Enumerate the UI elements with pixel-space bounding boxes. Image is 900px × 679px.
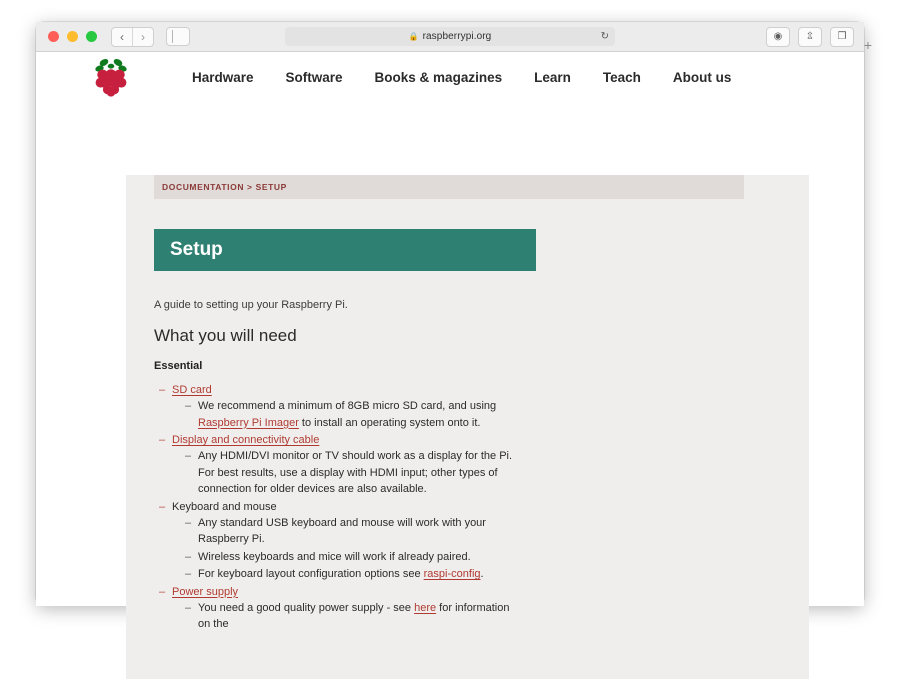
- essential-items-list: [126, 384, 809, 633]
- nav-item-about-us[interactable]: About us: [672, 69, 732, 85]
- item-details-list: [172, 515, 809, 583]
- browser-window: [36, 22, 872, 630]
- detail-item: [185, 448, 513, 498]
- maximize-window-button[interactable]: [86, 31, 97, 42]
- navigation-buttons: [111, 27, 154, 47]
- new-tab-icon[interactable]: +: [863, 36, 872, 53]
- window-controls: [48, 31, 97, 42]
- item-label: Keyboard and mouse: [172, 500, 277, 513]
- close-window-button[interactable]: [48, 31, 59, 42]
- address-bar[interactable]: [285, 27, 615, 46]
- list-bullet-icon: –: [185, 568, 192, 580]
- subsection-heading-essential: Essential: [154, 360, 203, 372]
- breadcrumb: [154, 175, 744, 199]
- page-title: Setup: [170, 239, 223, 260]
- list-item: [159, 585, 809, 633]
- section-heading-what-you-will-need: What you will need: [154, 326, 297, 345]
- intro-paragraph: A guide to setting up your Raspberry Pi.: [154, 299, 348, 311]
- detail-text: for information on the: [198, 601, 510, 630]
- main-navigation: [192, 70, 731, 85]
- nav-item-learn[interactable]: Learn: [534, 69, 571, 85]
- url-text: raspberrypi.org: [422, 31, 492, 42]
- nav-item-hardware[interactable]: Hardware: [192, 69, 254, 85]
- tab-overview-icon[interactable]: ❐: [830, 27, 854, 47]
- item-label[interactable]: Display and connectivity cable: [172, 434, 320, 446]
- list-bullet-icon: –: [185, 400, 192, 412]
- share-icon[interactable]: ⇫: [798, 27, 822, 47]
- list-item: [159, 434, 809, 498]
- content-area: [126, 175, 809, 679]
- list-bullet-icon: –: [185, 601, 192, 614]
- item-label[interactable]: SD card: [172, 384, 212, 396]
- detail-item: [185, 566, 513, 583]
- browser-titlebar: [36, 22, 872, 53]
- detail-item: [185, 398, 513, 431]
- item-details-list: [172, 398, 809, 431]
- nav-item-teach[interactable]: Teach: [602, 69, 641, 85]
- inline-link[interactable]: Raspberry Pi Imager: [198, 416, 299, 429]
- minimize-window-button[interactable]: [67, 31, 78, 42]
- list-item: [159, 384, 809, 431]
- web-page: [36, 52, 864, 630]
- nav-item-books-magazines[interactable]: Books & magazines: [374, 69, 503, 85]
- detail-item: [185, 600, 513, 633]
- detail-text: .: [480, 568, 484, 580]
- list-bullet-icon: –: [159, 434, 166, 446]
- detail-text: We recommend a minimum of 8GB micro SD card, and using: [198, 400, 497, 412]
- forward-chevron-icon[interactable]: ›: [132, 28, 153, 46]
- list-bullet-icon: –: [159, 500, 166, 513]
- lock-icon: 🔒: [408, 31, 419, 41]
- list-bullet-icon: –: [185, 550, 192, 563]
- toolbar-right: [766, 27, 872, 53]
- detail-text: Any standard USB keyboard and mouse will work with your Raspberry Pi.: [198, 516, 486, 545]
- detail-text: Wireless keyboards and mice will work if already paired.: [198, 550, 471, 563]
- detail-text: Any HDMI/DVI monitor or TV should work as a display for the Pi. For best results, use a display with HDMI input; other types of connection for older devices are also available.: [198, 450, 513, 495]
- list-bullet-icon: –: [185, 450, 192, 462]
- inline-link[interactable]: here: [414, 601, 437, 614]
- back-chevron-icon[interactable]: ‹: [120, 29, 124, 44]
- list-bullet-icon: –: [185, 516, 192, 529]
- item-details-list: [172, 448, 809, 498]
- detail-item: [185, 549, 513, 566]
- back-forward-group: [111, 27, 154, 47]
- item-label[interactable]: Power supply: [172, 585, 239, 598]
- nav-item-software[interactable]: Software: [285, 69, 343, 85]
- detail-item: [185, 515, 513, 548]
- site-header: [36, 52, 864, 102]
- item-details-list: [172, 600, 809, 633]
- detail-text: You need a good quality power supply - see: [198, 601, 415, 614]
- extensions-icon[interactable]: ◉: [766, 27, 790, 47]
- sidebar-toggle-icon[interactable]: [166, 27, 190, 46]
- list-bullet-icon: –: [159, 384, 166, 396]
- reload-icon[interactable]: ↻: [600, 30, 609, 42]
- raspberry-pi-logo[interactable]: [88, 57, 134, 97]
- inline-link[interactable]: raspi-config: [423, 568, 481, 580]
- list-item: [159, 500, 809, 583]
- detail-text: For keyboard layout configuration options see: [198, 568, 424, 580]
- breadcrumb-text[interactable]: DOCUMENTATION > SETUP: [162, 182, 287, 192]
- page-title-banner: [154, 229, 536, 271]
- list-bullet-icon: –: [159, 585, 166, 598]
- detail-text: to install an operating system onto it.: [298, 416, 481, 429]
